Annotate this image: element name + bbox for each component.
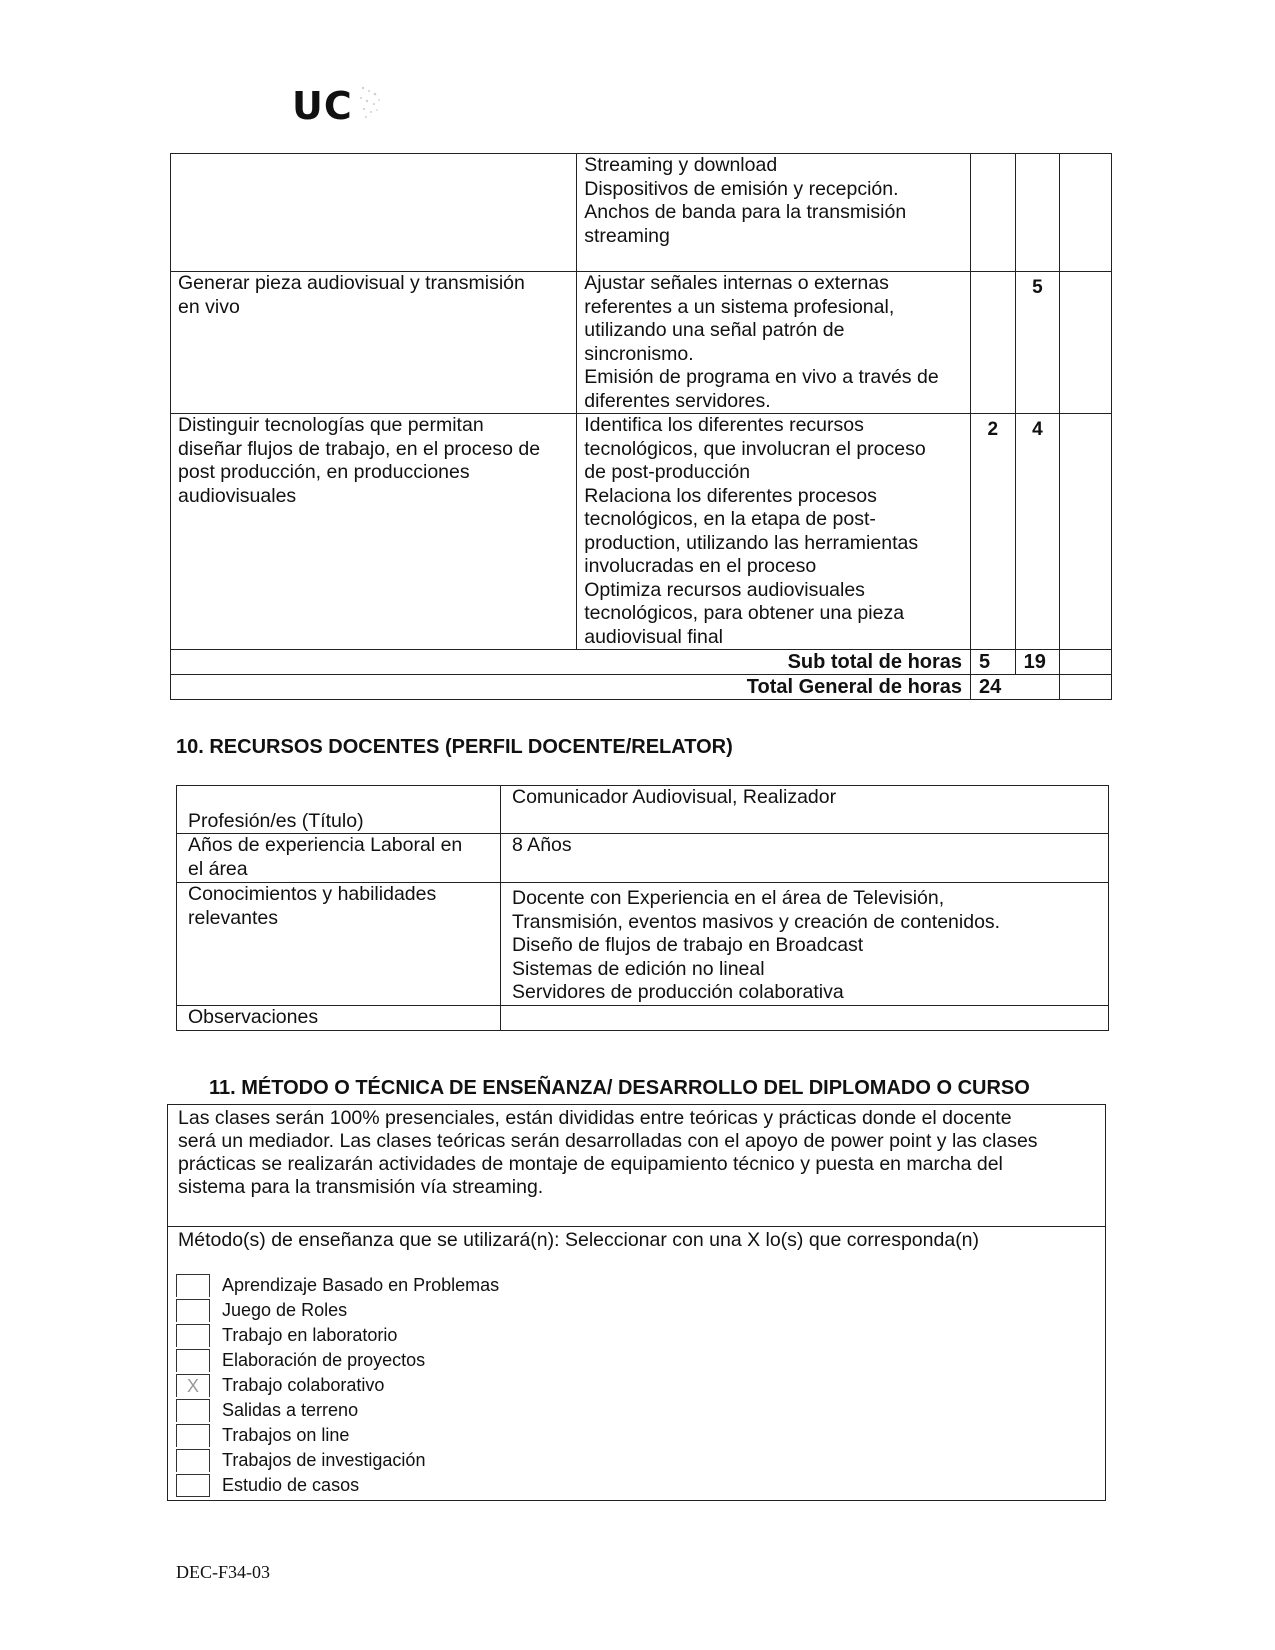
list-item bbox=[176, 1273, 499, 1298]
teacher-resources-table bbox=[176, 785, 1109, 1031]
method-question: Método(s) de enseñanza que se utilizará(n): Seleccionar con una X lo(s) que corresponda(n) bbox=[178, 1229, 980, 1251]
teacher-label-cell: Años de experiencia Laboral en el área bbox=[177, 834, 501, 883]
method-label: Estudio de casos bbox=[222, 1475, 360, 1495]
method-checkbox[interactable]: X bbox=[176, 1374, 210, 1397]
table-row bbox=[171, 154, 1112, 272]
content-cell: Ajustar señales internas o externas referentes a un sistema profesional, utilizando una señal patrón de sincronismo. Emisión de programa en vivo a través de diferentes servidores. bbox=[577, 272, 971, 414]
subtotal-col1: 5 bbox=[971, 650, 1016, 675]
objective-cell: Distinguir tecnologías que permitan diseñar flujos de trabajo, en el proceso de post producción, en producciones audiovisuales bbox=[171, 414, 577, 650]
hours-col3-cell bbox=[1060, 272, 1112, 414]
method-label: Trabajos de investigación bbox=[222, 1450, 426, 1470]
method-checkbox[interactable] bbox=[176, 1424, 210, 1447]
method-label: Juego de Roles bbox=[222, 1300, 348, 1320]
subtotal-row bbox=[171, 650, 1112, 675]
hours-col3-cell bbox=[1060, 414, 1112, 650]
list-item bbox=[176, 1448, 499, 1473]
list-item bbox=[176, 1348, 499, 1373]
total-row bbox=[171, 675, 1112, 700]
hours-col3-cell bbox=[1060, 154, 1112, 272]
list-item bbox=[176, 1423, 499, 1448]
content-cell: Streaming y download Dispositivos de emisión y recepción. Anchos de banda para la transmisión streaming bbox=[577, 154, 971, 272]
method-checkbox[interactable] bbox=[176, 1399, 210, 1422]
total-value: 24 bbox=[971, 675, 1060, 700]
method-checkbox[interactable] bbox=[176, 1299, 210, 1322]
method-checkbox[interactable] bbox=[176, 1274, 210, 1297]
objective-cell: Generar pieza audiovisual y transmisión en vivo bbox=[171, 272, 577, 414]
method-label: Trabajo colaborativo bbox=[222, 1375, 385, 1395]
hours-col2-cell: 5 bbox=[1015, 272, 1060, 414]
uc-logo: UC bbox=[292, 84, 353, 128]
teacher-value-cell: Docente con Experiencia en el área de Televisión, Transmisión, eventos masivos y creación de contenidos. Diseño de flujos de trabajo en Broadcast Sistemas de edición no lineal Servidores de producción colaborativa bbox=[501, 883, 1109, 1006]
subtotal-col2: 19 bbox=[1015, 650, 1060, 675]
hours-table bbox=[170, 153, 1112, 700]
method-checkbox[interactable] bbox=[176, 1349, 210, 1372]
list-item bbox=[176, 1298, 499, 1323]
method-label: Aprendizaje Basado en Problemas bbox=[222, 1275, 500, 1295]
method-checklist bbox=[176, 1273, 499, 1498]
list-item bbox=[176, 1373, 499, 1398]
method-checkbox[interactable] bbox=[176, 1324, 210, 1347]
teacher-value-cell bbox=[501, 1005, 1109, 1030]
hours-col2-cell bbox=[1015, 154, 1060, 272]
method-label: Salidas a terreno bbox=[222, 1400, 359, 1420]
method-label: Elaboración de proyectos bbox=[222, 1350, 426, 1370]
table-row bbox=[171, 414, 1112, 650]
table-row bbox=[177, 786, 1109, 834]
table-row bbox=[177, 834, 1109, 883]
teacher-label-cell: Observaciones bbox=[177, 1005, 501, 1030]
method-description: Las clases serán 100% presenciales, están divididas entre teóricas y prácticas donde el docente será un mediador. Las clases teóricas serán desarrolladas con el apoyo de power point y las clases prácticas se realizarán actividades de montaje de equipamiento técnico y puesta en marcha del sistema para la transmisión vía streaming. bbox=[178, 1107, 1038, 1198]
hours-col1-cell: 2 bbox=[971, 414, 1016, 650]
teacher-label-cell: Conocimientos y habilidades relevantes bbox=[177, 883, 501, 1006]
logo-dots-decoration bbox=[355, 82, 385, 122]
table-row bbox=[177, 1005, 1109, 1030]
method-checkbox[interactable] bbox=[176, 1449, 210, 1472]
method-checkbox[interactable] bbox=[176, 1474, 210, 1497]
hours-col1-cell bbox=[971, 272, 1016, 414]
list-item bbox=[176, 1323, 499, 1348]
hours-col1-cell bbox=[971, 154, 1016, 272]
subtotal-col3 bbox=[1060, 650, 1112, 675]
objective-cell bbox=[171, 154, 577, 272]
table-row bbox=[177, 883, 1109, 1006]
teacher-label-cell: Profesión/es (Título) bbox=[177, 786, 501, 834]
teacher-value-cell: Comunicador Audiovisual, Realizador bbox=[501, 786, 1109, 834]
teacher-value-cell: 8 Años bbox=[501, 834, 1109, 883]
list-item bbox=[176, 1473, 499, 1498]
method-box bbox=[167, 1104, 1106, 1501]
section-11-title: 11. MÉTODO O TÉCNICA DE ENSEÑANZA/ DESARROLLO DEL DIPLOMADO O CURSO bbox=[209, 1077, 1030, 1099]
hours-col2-cell: 4 bbox=[1015, 414, 1060, 650]
list-item bbox=[176, 1398, 499, 1423]
section-10-title: 10. RECURSOS DOCENTES (PERFIL DOCENTE/RELATOR) bbox=[176, 736, 733, 758]
content-cell: Identifica los diferentes recursos tecnológicos, que involucran el proceso de post-producción Relaciona los diferentes procesos tecnológicos, en la etapa de post- production, utilizando las herramientas involucradas en el proceso Optimiza recursos audiovisuales tecnológicos, para obtener una pieza audiovisual final bbox=[577, 414, 971, 650]
total-col3 bbox=[1060, 675, 1112, 700]
method-divider bbox=[168, 1226, 1105, 1227]
table-row bbox=[171, 272, 1112, 414]
method-label: Trabajo en laboratorio bbox=[222, 1325, 398, 1345]
document-code: DEC-F34-03 bbox=[176, 1562, 270, 1582]
total-label: Total General de horas bbox=[171, 675, 971, 700]
subtotal-label: Sub total de horas bbox=[171, 650, 971, 675]
method-label: Trabajos on line bbox=[222, 1425, 350, 1445]
